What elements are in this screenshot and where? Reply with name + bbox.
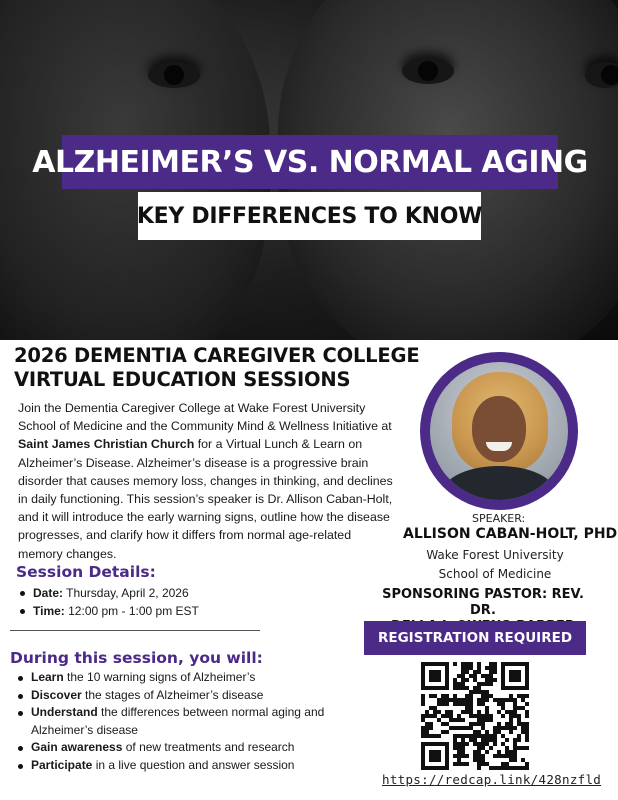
registration-banner: REGISTRATION REQUIRED xyxy=(364,621,586,655)
title-banner: ALZHEIMER’S VS. NORMAL AGING xyxy=(62,135,558,189)
heading-line-2: VIRTUAL EDUCATION SESSIONS xyxy=(14,368,351,391)
session-date xyxy=(18,584,199,602)
intro-church: Saint James Christian Church xyxy=(18,437,195,452)
list-item xyxy=(16,739,356,757)
speaker-label: SPEAKER: xyxy=(472,512,526,525)
time-value: 12:00 pm - 1:00 pm EST xyxy=(64,604,199,618)
bullet-icon xyxy=(20,591,25,596)
item-text: the 10 warning signs of Alzheimer’s xyxy=(63,670,256,684)
qr-code-graphic xyxy=(421,662,529,770)
portrait-suit xyxy=(444,466,554,500)
date-label: Date: xyxy=(33,586,64,600)
hero-eye-right xyxy=(585,62,618,88)
pastor-line-1: SPONSORING PASTOR: REV. DR. xyxy=(382,587,584,618)
bullet-icon xyxy=(18,676,23,681)
item-keyword: Discover xyxy=(31,687,82,702)
subtitle-banner: KEY DIFFERENCES TO KNOW xyxy=(138,192,481,240)
registration-link[interactable]: https://redcap.link/428nzfld xyxy=(382,772,602,787)
intro-text-1: Join the Dementia Caregiver College at Wake Forest University School of Medicine and the Community Mind & Wellness Initiative at xyxy=(18,401,392,434)
item-keyword: Learn xyxy=(31,670,64,684)
page-heading xyxy=(14,344,419,392)
date-value: Thursday, April 2, 2026 xyxy=(63,586,189,600)
speaker-affiliation xyxy=(420,546,570,584)
speaker-photo xyxy=(420,352,578,510)
registration-qr-code[interactable] xyxy=(421,662,529,770)
item-text: the differences between normal aging and Alzheimer’s disease xyxy=(31,705,325,737)
session-details-heading: Session Details: xyxy=(16,563,156,581)
speaker-portrait xyxy=(430,362,568,500)
session-time xyxy=(18,602,199,620)
item-text: of new treatments and research xyxy=(122,740,295,754)
bullet-icon xyxy=(20,609,25,614)
item-keyword: Participate xyxy=(31,757,93,772)
affiliation-line-1: Wake Forest University xyxy=(426,548,564,562)
affiliation-line-2: School of Medicine xyxy=(438,567,552,581)
time-label: Time: xyxy=(33,604,65,618)
speaker-name: ALLISON CABAN-HOLT, PHD xyxy=(403,526,618,542)
bullet-icon xyxy=(18,746,23,751)
bullet-icon xyxy=(18,694,23,699)
list-item xyxy=(16,669,356,687)
list-item xyxy=(16,757,356,775)
heading-line-1: 2026 DEMENTIA CAREGIVER COLLEGE xyxy=(14,344,420,367)
intro-paragraph xyxy=(18,399,396,563)
item-keyword: Gain awareness xyxy=(31,740,123,754)
intro-text-2: for a Virtual Lunch & Learn on Alzheimer’s Disease. Alzheimer’s disease is a progressive brain disorder that causes memory loss, changes in thinking, and declines in daily functioning. This session’s speaker is Dr. Allison Caban-Holt, and it will introduce the early warning signs, outline how the disease progresses, and clarify how it differs from normal age-related memory changes. xyxy=(18,437,393,561)
hero-eye-left xyxy=(148,62,200,88)
during-session-heading: During this session, you will: xyxy=(10,649,263,667)
bullet-icon xyxy=(18,711,23,716)
portrait-face xyxy=(472,396,526,462)
bullet-icon xyxy=(18,764,23,769)
during-session-list xyxy=(16,669,356,774)
item-text: in a live question and answer session xyxy=(92,757,295,772)
item-keyword: Understand xyxy=(31,705,98,719)
section-divider xyxy=(10,630,260,631)
session-details-list xyxy=(18,584,199,620)
list-item xyxy=(16,704,356,739)
item-text: the stages of Alzheimer’s disease xyxy=(81,687,264,702)
hero-eye-center xyxy=(402,58,454,84)
list-item xyxy=(16,687,356,705)
